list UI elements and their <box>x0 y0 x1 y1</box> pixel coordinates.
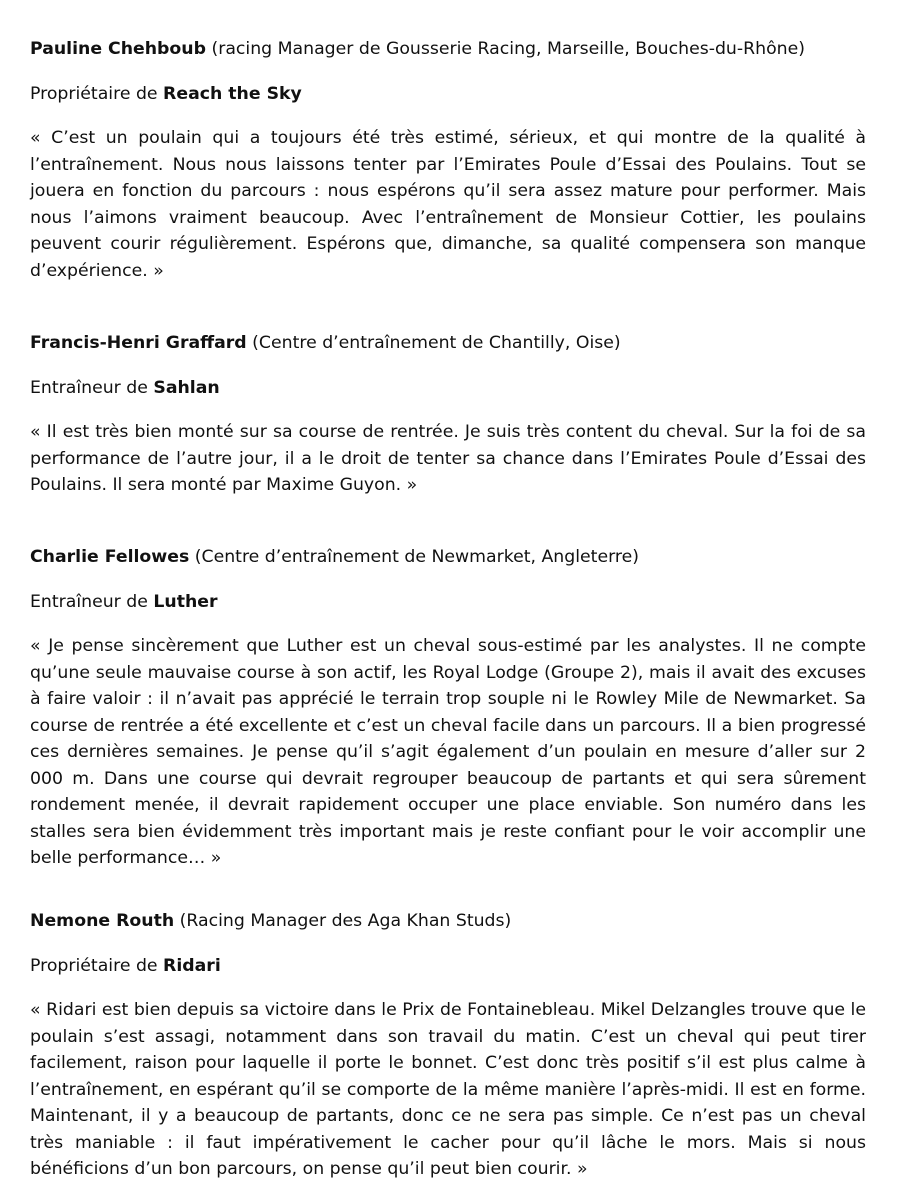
quote-text: « Il est très bien monté sur sa course de rentrée. Je suis très content du cheval. Sur la foi de sa performance de l’autre jour, il a le droit de tenter sa chance dans l’Emirates Poule d’Essai des Poulains. Il sera monté par Maxime Guyon. » <box>30 422 866 495</box>
testimonial-section <box>30 544 866 872</box>
person-line <box>30 544 866 571</box>
role-label: Entraîneur de <box>30 377 154 398</box>
testimonial-section <box>30 908 866 1183</box>
testimonial-section <box>30 36 866 284</box>
person-line <box>30 908 866 935</box>
role-label: Entraîneur de <box>30 591 154 612</box>
person-affiliation: (Centre d’entraînement de Newmarket, Angleterre) <box>189 547 639 567</box>
role-line <box>30 81 866 108</box>
role-line <box>30 589 866 616</box>
person-name: Pauline Chehboub <box>30 39 206 59</box>
role-line <box>30 375 866 402</box>
person-name: Francis-Henri Graffard <box>30 333 247 353</box>
person-affiliation: (Racing Manager des Aga Khan Studs) <box>174 911 512 931</box>
person-line <box>30 330 866 357</box>
person-affiliation: (Centre d’entraînement de Chantilly, Oise) <box>246 333 621 353</box>
quote-text: « Ridari est bien depuis sa victoire dans le Prix de Fontainebleau. Mikel Delzangles trouve que le poulain s’est assagi, notamment dans son travail du matin. C’est un cheval qui peut tirer facilement, raison pour laquelle il porte le bonnet. C’est donc très positif s’il est plus calme à l’entraînement, en espérant qu’il se comporte de la même manière l’après-midi. Il est en forme. Maintenant, il y a beaucoup de partants, donc ce ne sera pas simple. Ce n’est pas un cheval très maniable : il faut impérativement le cacher pour qu’il lâche le mors. Mais si nous bénéficions d’un bon parcours, on pense qu’il peut bien courir. » <box>30 1000 866 1179</box>
horse-name: Sahlan <box>153 377 220 398</box>
person-line <box>30 36 866 63</box>
role-label: Propriétaire de <box>30 955 164 976</box>
testimonial-section <box>30 330 866 499</box>
quote-text: « C’est un poulain qui a toujours été très estimé, sérieux, et qui montre de la qualité à l’entraînement. Nous nous laissons tenter par l’Emirates Poule d’Essai des Poulains. Tout se jouera en fonction du parcours : nous espérons qu’il sera assez mature pour performer. Mais nous l’aimons vraiment beaucoup. Avec l’entraînement de Monsieur Cottier, les poulains peuvent courir régulièrement. Espérons que, dimanche, sa qualité compensera son manque d’expérience. » <box>30 128 866 281</box>
person-name: Nemone Routh <box>30 911 175 931</box>
person-name: Charlie Fellowes <box>30 547 190 567</box>
role-label: Propriétaire de <box>30 83 164 104</box>
horse-name: Ridari <box>163 955 221 976</box>
horse-name: Luther <box>153 591 218 612</box>
role-line <box>30 953 866 980</box>
person-affiliation: (racing Manager de Gousserie Racing, Marseille, Bouches-du-Rhône) <box>205 39 805 59</box>
quote-text: « Je pense sincèrement que Luther est un cheval sous-estimé par les analystes. Il ne compte qu’une seule mauvaise course à son actif, les Royal Lodge (Groupe 2), mais il avait des excuses à faire valoir : il n’avait pas apprécié le terrain trop souple ni le Rowley Mile de Newmarket. Sa course de rentrée a été excellente et c’est un cheval facile dans un parcours. Il a bien progressé ces dernières semaines. Je pense qu’il s’agit également d’un poulain en mesure d’aller sur 2 000 m. Dans une course qui devrait regrouper beaucoup de partants et qui sera sûrement rondement menée, il devrait rapidement occuper une place enviable. Son numéro dans les stalles sera bien évidemment très important mais je reste confiant pour le voir accomplir une belle performance… » <box>30 636 866 868</box>
horse-name: Reach the Sky <box>163 83 302 104</box>
